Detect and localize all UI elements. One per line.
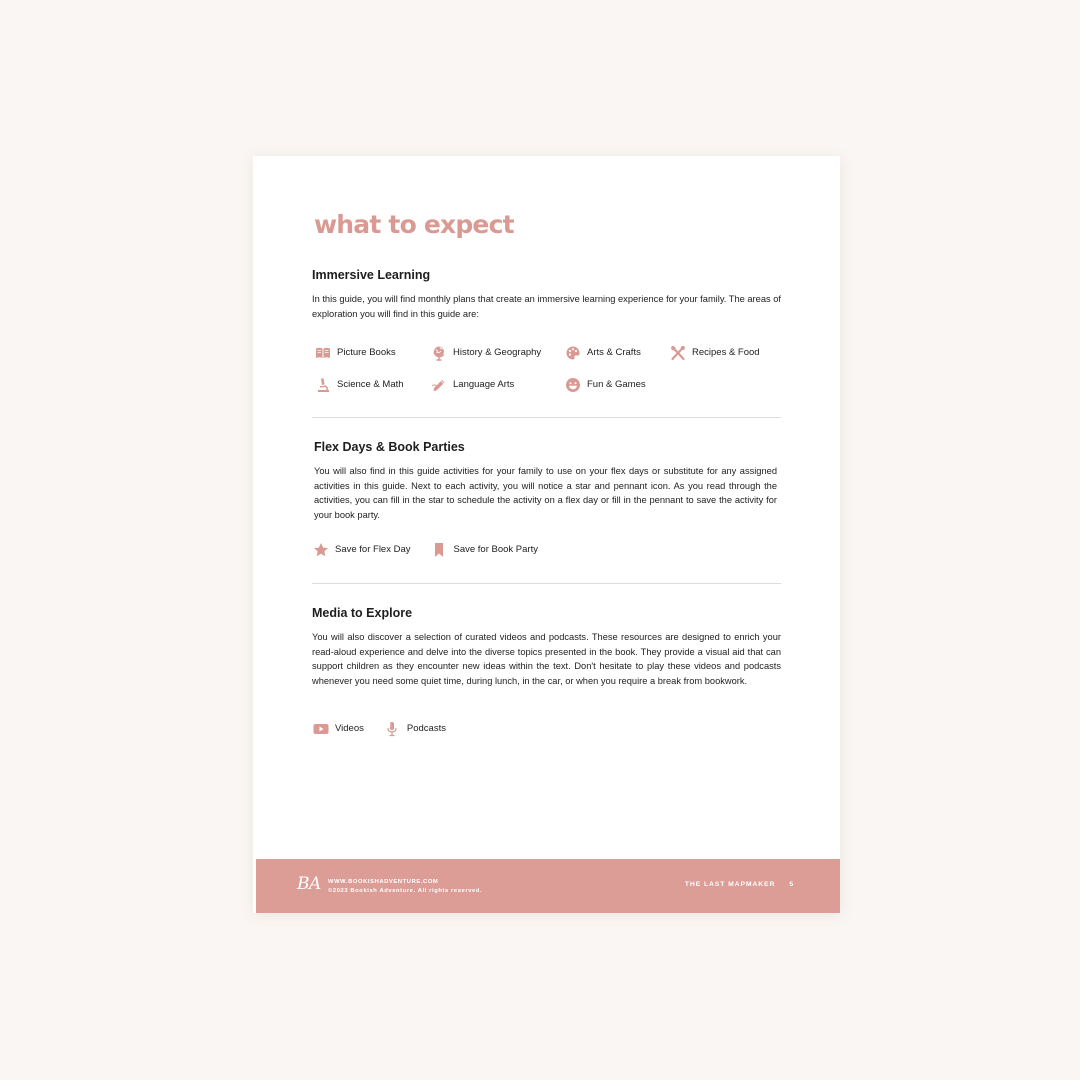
- copyright-text: ©2023 Bookish Adventure. All rights reserved.: [328, 887, 483, 894]
- media-legend: [312, 720, 466, 737]
- pennant-icon: [431, 541, 448, 558]
- legend-podcasts: [384, 720, 446, 737]
- brand-logo: BA: [297, 874, 321, 894]
- legend-label: Save for Book Party: [453, 544, 538, 555]
- page-footer: [256, 859, 840, 913]
- utensils-icon: [669, 344, 686, 361]
- page-title: what to expect: [314, 210, 514, 239]
- section-body: You will also find in this guide activities for your family to use on your flex days or substitute for any assigned activities in this guide. Next to each activity, you will notice a star and pennant icon. As you read through the activities, you can fill in the star to schedule the activity on a flex day or fill in the pennant to save the activity for your book party.: [314, 466, 777, 520]
- document-page: [253, 156, 840, 913]
- legend-flex-day: [312, 541, 411, 558]
- page-number: 5: [789, 881, 794, 888]
- area-recipes-food: [669, 344, 760, 361]
- website-link[interactable]: WWW.BOOKISHADVENTURE.COM: [328, 879, 439, 885]
- microphone-icon: [384, 720, 401, 737]
- microscope-icon: [314, 376, 331, 393]
- legend-label: Videos: [335, 723, 364, 734]
- footer-meta: [328, 878, 482, 895]
- palette-icon: [564, 344, 581, 361]
- book-icon: [314, 344, 331, 361]
- section-heading: Flex Days & Book Parties: [314, 440, 465, 454]
- area-label: Language Arts: [453, 379, 515, 390]
- area-label: Recipes & Food: [692, 347, 760, 358]
- section-body: You will also discover a selection of curated videos and podcasts. These resources are designed to enrich your read-aloud experience and delve into the diverse topics presented in the book. They provide a visual aid that can support children as they encounter new ideas within the text. Don't hesitate to play these videos and podcasts whenever you need some quiet time, during lunch, in the car, or when you require a break from bookwork.: [312, 632, 781, 686]
- area-label: Fun & Games: [587, 379, 646, 390]
- area-fun-games: [564, 376, 646, 393]
- section-divider: [312, 417, 781, 418]
- legend-label: Save for Flex Day: [335, 544, 411, 555]
- star-icon: [312, 541, 329, 558]
- section-heading: Immersive Learning: [312, 268, 431, 282]
- footer-right: [685, 881, 794, 888]
- legend-videos: [312, 720, 364, 737]
- area-label: History & Geography: [453, 347, 542, 358]
- area-arts-crafts: [564, 344, 641, 361]
- section-flex-days: [314, 440, 777, 522]
- area-picture-books: [314, 344, 396, 361]
- play-icon: [312, 720, 329, 737]
- flex-legend: [312, 541, 558, 558]
- legend-book-party: [431, 541, 538, 558]
- section-immersive-learning: [312, 268, 781, 321]
- area-history-geography: [430, 344, 541, 361]
- section-heading: Media to Explore: [312, 606, 413, 620]
- smiley-icon: [564, 376, 581, 393]
- book-title: THE LAST MAPMAKER: [684, 881, 776, 888]
- pencil-icon: [430, 376, 447, 393]
- area-label: Science & Math: [337, 379, 404, 390]
- area-label: Arts & Crafts: [587, 347, 641, 358]
- section-divider: [312, 583, 781, 584]
- globe-icon: [430, 344, 447, 361]
- section-media: [312, 606, 781, 688]
- area-science-math: [314, 376, 404, 393]
- area-language-arts: [430, 376, 514, 393]
- legend-label: Podcasts: [406, 723, 446, 734]
- section-body: In this guide, you will find monthly plans that create an immersive learning experience for your family. The areas of exploration you will find in this guide are:: [312, 294, 781, 319]
- area-label: Picture Books: [337, 347, 396, 358]
